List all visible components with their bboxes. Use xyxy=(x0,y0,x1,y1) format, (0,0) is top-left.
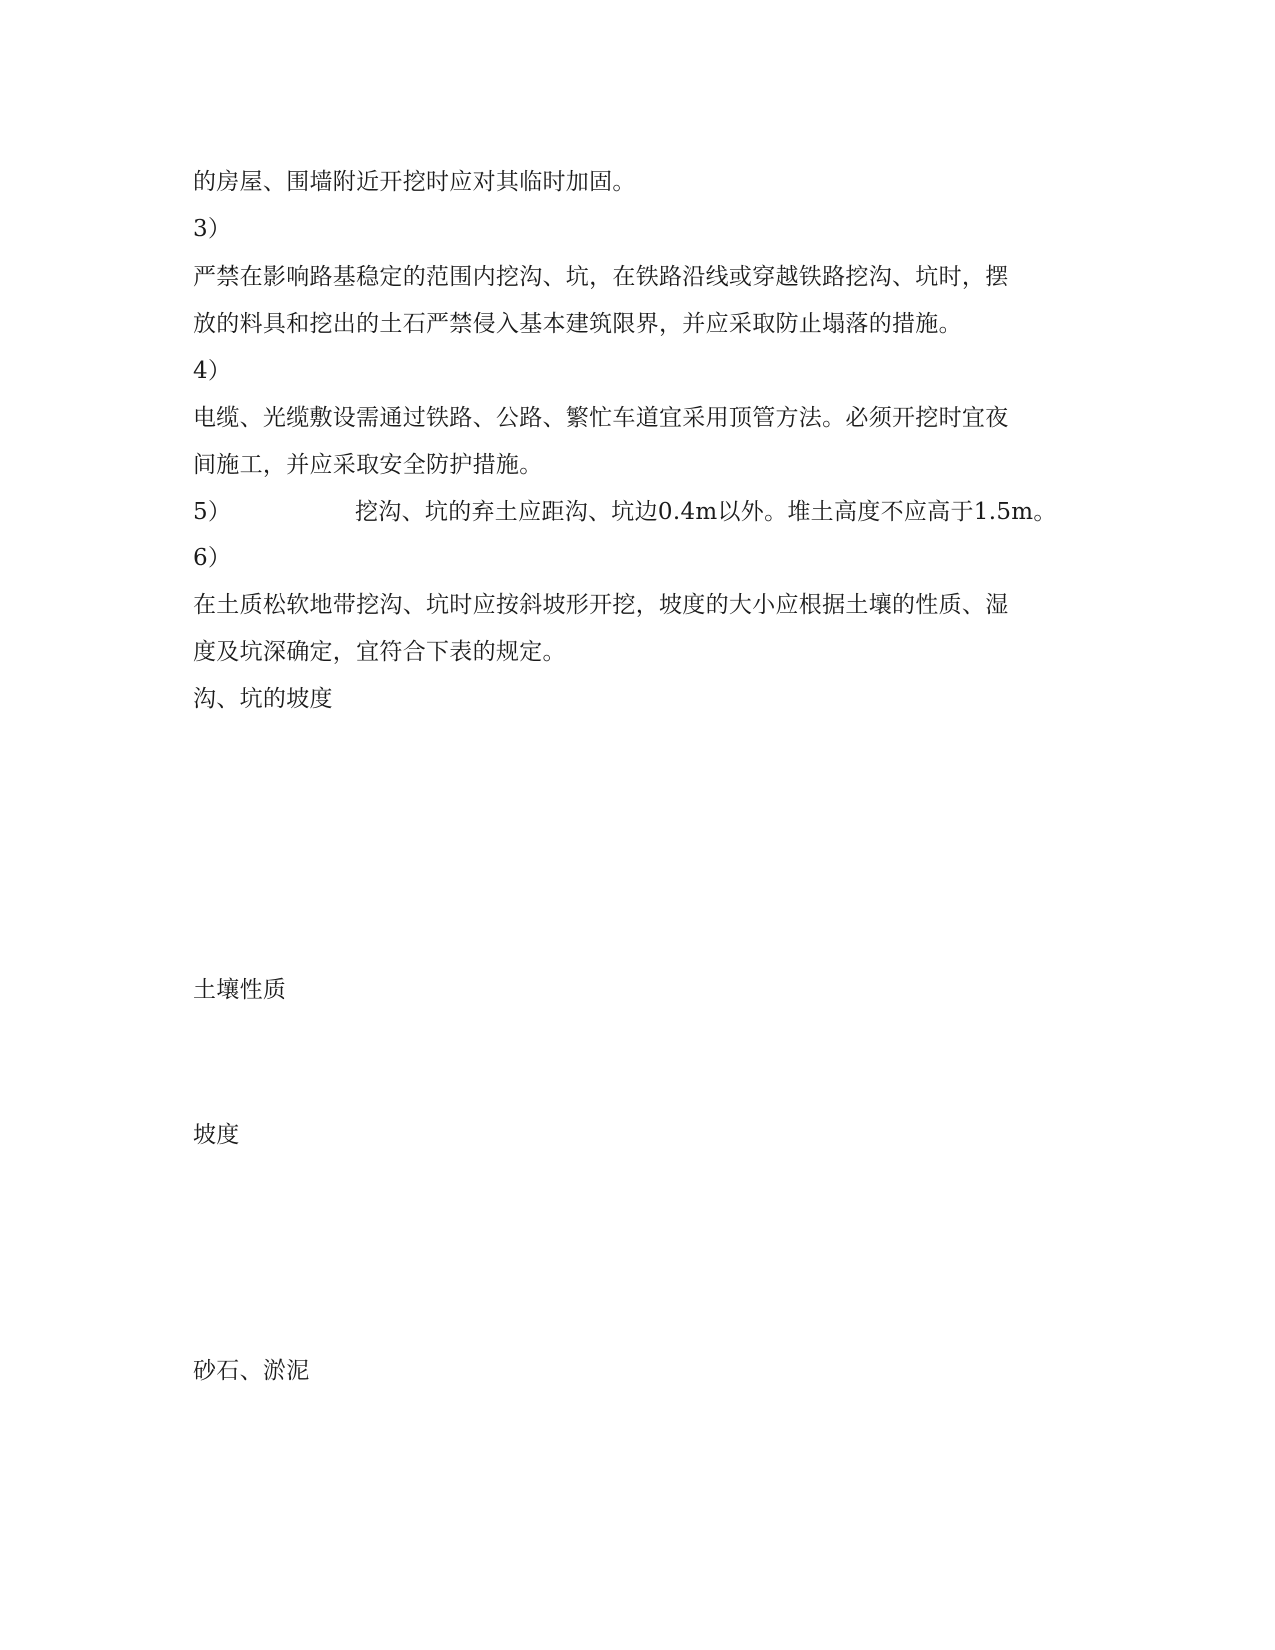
table-cell: 土壤性质 xyxy=(193,977,287,1003)
paragraph-line: 电缆、光缆敷设需通过铁路、公路、繁忙车道宜采用顶管方法。必须开挖时宜夜 xyxy=(193,405,1009,431)
list-number: 6） xyxy=(193,545,232,571)
list-number: 5） xyxy=(193,499,232,525)
paragraph-line: 度及坑深确定，宜符合下表的规定。 xyxy=(193,639,566,665)
table-cell: 坡度 xyxy=(193,1122,240,1148)
table-caption: 沟、坑的坡度 xyxy=(193,686,333,712)
list-number: 4） xyxy=(193,358,232,384)
paragraph-line: 挖沟、坑的弃土应距沟、坑边0.4m以外。堆土高度不应高于1.5m。 xyxy=(355,499,1057,525)
paragraph-line: 在土质松软地带挖沟、坑时应按斜坡形开挖，坡度的大小应根据土壤的性质、湿 xyxy=(193,592,1009,618)
paragraph-line: 间施工，并应采取安全防护措施。 xyxy=(193,452,543,478)
list-number: 3） xyxy=(193,216,232,242)
table-cell: 砂石、淤泥 xyxy=(193,1358,310,1384)
paragraph-line: 放的料具和挖出的土石严禁侵入基本建筑限界，并应采取防止塌落的措施。 xyxy=(193,311,962,337)
paragraph-line: 的房屋、围墙附近开挖时应对其临时加固。 xyxy=(193,169,636,195)
paragraph-line: 严禁在影响路基稳定的范围内挖沟、坑，在铁路沿线或穿越铁路挖沟、坑时，摆 xyxy=(193,264,1009,290)
